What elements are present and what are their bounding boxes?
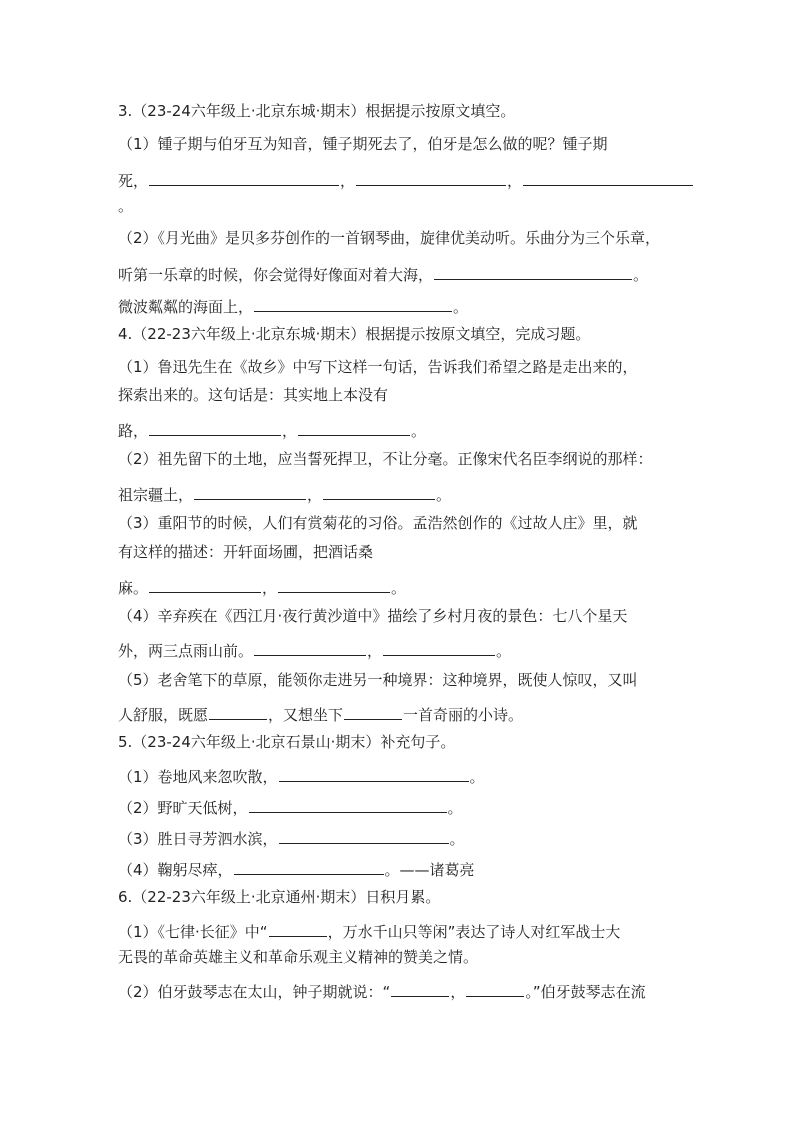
- punct: 。: [391, 579, 407, 597]
- answer-blank[interactable]: [254, 640, 366, 656]
- answer-blank[interactable]: [234, 859, 384, 875]
- answer-blank[interactable]: [383, 640, 495, 656]
- answer-blank[interactable]: [323, 484, 435, 500]
- punct: ，: [507, 172, 523, 190]
- q4-p2-line2: [118, 484, 451, 503]
- q4-p1-text: 路，: [118, 422, 149, 440]
- answer-blank[interactable]: [149, 170, 339, 186]
- answer-blank[interactable]: [279, 828, 449, 844]
- q4-p2-text: 祖宗疆土，: [118, 486, 194, 504]
- q3-p1-text: 死，: [118, 172, 149, 190]
- q4-p2-line1: （2）祖先留下的土地，应当誓死捍卫，不让分毫。正像宋代名臣李纲说的那样：: [118, 450, 653, 468]
- answer-blank[interactable]: [194, 484, 306, 500]
- answer-blank[interactable]: [249, 797, 447, 813]
- q3-p1-line1: （1）锺子期与伯牙互为知音，锺子期死去了，伯牙是怎么做的呢？锺子期: [118, 135, 608, 153]
- q4-p1-line1: （1）鲁迅先生在《故乡》中写下这样一句话，告诉我们希望之路是走出来的，: [118, 358, 638, 376]
- q3-p1-line2: [118, 170, 694, 189]
- q6-line3: [118, 981, 646, 1000]
- punct: ，: [307, 486, 323, 504]
- q3-p2-text: 听第一乐章的时候，你会觉得好像面对着大海，: [118, 266, 434, 284]
- q4-p4-text: 外，两三点雨山前。: [118, 642, 254, 660]
- q4-p3-line3: [118, 577, 406, 596]
- q5-text: （1）卷地风来忽吹散，: [118, 768, 278, 786]
- q4-title: 4.（22-23六年级上·北京东城·期末）根据提示按原文填空，完成习题。: [118, 325, 591, 343]
- q5-line1: [118, 766, 485, 785]
- q6-line2: 无畏的革命英雄主义和革命乐观主义精神的赞美之情。: [118, 948, 479, 966]
- q6-line1: [118, 921, 620, 940]
- q3-p2-line2: [118, 264, 648, 283]
- punct: 。: [447, 799, 463, 817]
- answer-blank[interactable]: [356, 170, 506, 186]
- q6-text: ，万水千山只等闲”表达了诗人对红军战士大: [327, 923, 621, 941]
- q5-text: （4）鞠躬尽瘁，: [118, 861, 233, 879]
- q3-p2-text: 微波粼粼的海面上，: [118, 298, 254, 316]
- q5-line4: [118, 859, 475, 878]
- answer-blank[interactable]: [298, 420, 410, 436]
- q6-text: （2）伯牙鼓琴志在太山，钟子期就说：“: [118, 983, 391, 1001]
- answer-blank[interactable]: [523, 170, 693, 186]
- q5-line2: [118, 797, 463, 816]
- punct: 。: [469, 768, 485, 786]
- q4-p4-line1: （4）辛弃疾在《西江月·夜行黄沙道中》描绘了乡村月夜的景色：七八个星天: [118, 607, 628, 625]
- q4-p3-line2: 有这样的描述：开轩面场圃，把酒话桑: [118, 543, 374, 561]
- punct: 。: [496, 642, 512, 660]
- q4-p5-line1: （5）老舍笔下的草原，能领你走进另一种境界：这种境界，既使人惊叹，又叫: [118, 671, 638, 689]
- answer-blank[interactable]: [279, 766, 469, 782]
- punct: 。: [436, 486, 452, 504]
- punct: ，: [282, 422, 298, 440]
- q4-p1-line2: 探索出来的。这句话是：其实地上本没有: [118, 386, 389, 404]
- q4-p5-text: 人舒服，既愿: [118, 706, 209, 724]
- answer-blank[interactable]: [149, 577, 261, 593]
- q4-p3-line1: （3）重阳节的时候，人们有赏菊花的习俗。孟浩然创作的《过故人庄》里，就: [118, 514, 638, 532]
- answer-blank[interactable]: [209, 704, 267, 720]
- punct: ，: [340, 172, 356, 190]
- q3-p1-end: 。: [118, 197, 134, 215]
- punct: ，: [262, 579, 278, 597]
- punct: ，: [367, 642, 383, 660]
- q4-p4-line2: [118, 640, 511, 659]
- q4-p5-line2: [118, 704, 523, 723]
- answer-blank[interactable]: [269, 921, 327, 937]
- punct: 。: [453, 298, 469, 316]
- q5-attribution: 。——诸葛亮: [384, 861, 475, 879]
- q6-title: 6.（22-23六年级上·北京通州·期末）日积月累。: [118, 888, 441, 906]
- q5-text: （3）胜日寻芳泗水滨，: [118, 830, 278, 848]
- q5-line3: [118, 828, 465, 847]
- q4-p3-text: 麻。: [118, 579, 149, 597]
- answer-blank[interactable]: [466, 981, 524, 997]
- punct: 。: [449, 830, 465, 848]
- answer-blank[interactable]: [149, 420, 281, 436]
- answer-blank[interactable]: [254, 296, 452, 312]
- q3-title: 3.（23-24六年级上·北京东城·期末）根据提示按原文填空。: [118, 102, 516, 120]
- q5-title: 5.（23-24六年级上·北京石景山·期末）补充句子。: [118, 733, 456, 751]
- q6-text: 。”伯牙鼓琴志在流: [525, 983, 646, 1001]
- answer-blank[interactable]: [434, 264, 632, 280]
- punct: 。: [633, 266, 649, 284]
- q4-p5-text: 一首奇丽的小诗。: [403, 706, 524, 724]
- answer-blank[interactable]: [391, 981, 449, 997]
- punct: 。: [411, 422, 427, 440]
- q3-p2-line1: （2）《月光曲》是贝多芬创作的一首钢琴曲，旋律优美动听。乐曲分为三个乐章，: [118, 229, 661, 247]
- q4-p1-line3: [118, 420, 426, 439]
- answer-blank[interactable]: [344, 704, 402, 720]
- punct: ，: [450, 983, 466, 1001]
- answer-blank[interactable]: [278, 577, 390, 593]
- q5-text: （2）野旷天低树，: [118, 799, 248, 817]
- q3-p2-line3: [118, 296, 468, 315]
- q6-text: （1）《七律·长征》中“: [118, 923, 268, 941]
- q4-p5-text: ，又想坐下: [268, 706, 344, 724]
